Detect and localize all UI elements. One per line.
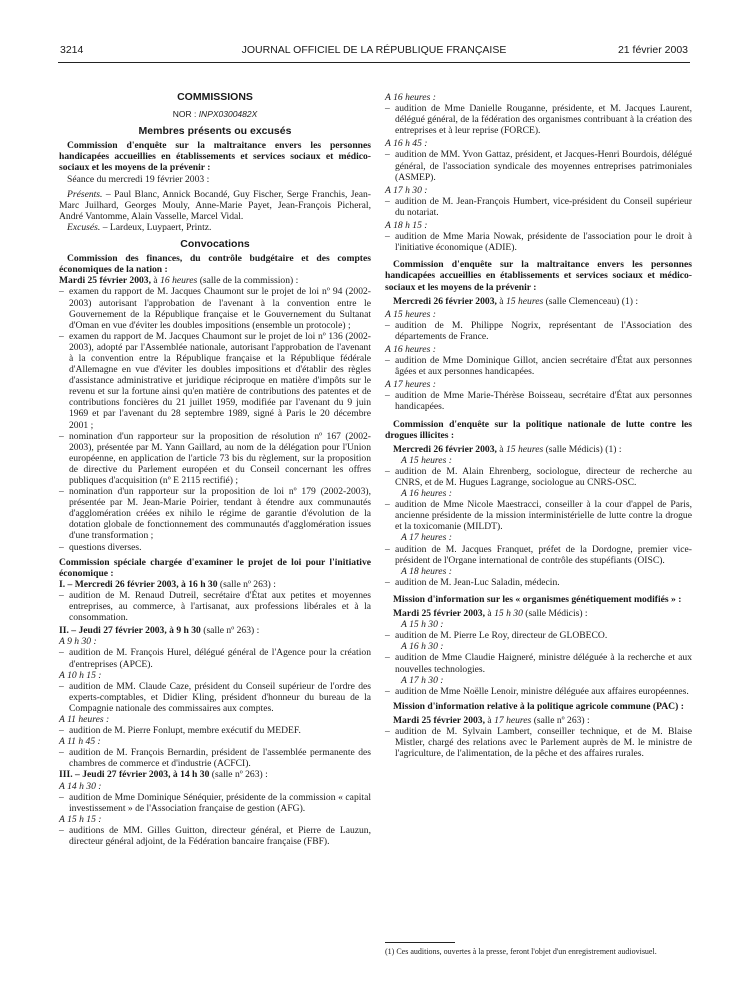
hearing-item: – audition de M. Sylvain Lambert, conseiller technique, et de M. Blaise Mistler, chargé des relations avec le Parlement auprès de M. le ministre de l'agriculture, de l'alimentation, de la pêche et des affaires rurales.: [385, 726, 692, 759]
speciale-session-1: [59, 579, 371, 590]
footnote: (1) Ces auditions, ouvertes à la presse, feront l'objet d'un enregistrement audiovisuel.: [385, 947, 657, 956]
pac-heading: Mission d'information relative à la politique agricole commune (PAC) :: [393, 700, 684, 712]
hearing-item: – audition de Mme Dominique Sénéquier, présidente de la commission « capital investissement » de l'Association française de gestion (AFG).: [59, 792, 371, 814]
section-title: COMMISSIONS: [177, 91, 253, 103]
date-mid: à: [496, 295, 506, 307]
time-slot: A 18 heures :: [401, 565, 452, 577]
date-rest: (salle Médicis) (1) :: [543, 443, 622, 455]
session-room: (salle nº 263) :: [217, 578, 276, 590]
date-time: 17 heures: [494, 714, 532, 726]
maltraitance-date: [385, 296, 692, 307]
presents-label: Présents.: [67, 188, 103, 200]
nor-label: NOR :: [172, 109, 197, 120]
time-slot: A 17 heures :: [401, 532, 452, 544]
drogues-heading: Commission d'enquête sur la politique nationale de lutte contre les drogues illicites :: [385, 418, 692, 441]
finances-date: [59, 275, 371, 286]
time-slot: A 16 h 30 :: [401, 641, 444, 653]
page-number: 3214: [60, 44, 84, 56]
hearing-item: – audition de M. Alain Ehrenberg, sociologue, directeur de recherche au CNRS, et de M. Hugues Lagrange, sociologue au CNRS-OSC.: [385, 466, 692, 488]
nor-line: [59, 109, 371, 120]
hearing-item: – audition de Mme Claudie Haigneré, ministre déléguée à la recherche et aux nouvelles technologies.: [385, 652, 692, 674]
hearing-item: – auditions de MM. Gilles Guitton, directeur général, et Pierre de Lauzun, directeur général adjoint, de la Fédération bancaire française (FBF).: [59, 825, 371, 847]
hearing-item: – audition de M. Pierre Le Roy, directeur de GLOBECO.: [385, 630, 692, 641]
members-heading: Membres présents ou excusés: [138, 125, 292, 138]
excuses-paragraph: [59, 222, 371, 233]
seance-line: Séance du mercredi 19 février 2003 :: [67, 173, 210, 185]
hearing-item: – audition de M. Pierre Fonlupt, membre exécutif du MEDEF.: [59, 725, 371, 736]
drogues-date: [385, 444, 692, 455]
date-time: 16 heures: [160, 275, 198, 287]
date-bold: Mardi 25 février 2003,: [59, 275, 152, 287]
time-slot: A 15 h 30 :: [401, 619, 444, 631]
hearing-item: – audition de M. Jacques Franquet, préfet de la Dordogne, premier vice-président de l'Organe international de contrôle des stupéfiants (OISC).: [385, 544, 692, 566]
session-room: (salle nº 263) :: [200, 625, 260, 637]
finances-item: – nomination d'un rapporteur sur la proposition de résolution nº 167 (2002-2003), présentée par M. Yann Gaillard, au nom de la délégation pour l'Union européenne, en application de l'article 73 bis du règlement, sur la proposition de directive du Parlement européen et du Conseil concernant les offres publiques d'acquisition (nº E 2115 rectifié) ;: [59, 431, 371, 486]
time-slot: A 11 h 45 :: [59, 736, 101, 748]
speciale-session-2: [59, 625, 371, 636]
hearing-item: – audition de MM. Yvon Gattaz, président, et Jacques-Henri Bourdois, délégué général, de l'association syndicale des moyennes entreprises patrimoniales (ASMEP).: [385, 149, 692, 182]
date-time: 15 heures: [505, 295, 544, 307]
date-mid: à: [496, 443, 506, 455]
session-date: I. – Mercredi 26 février 2003, à 16 h 30: [59, 578, 218, 590]
date-time: 15 h 30: [494, 608, 523, 620]
session-date: III. – Jeudi 27 février 2003, à 14 h 30: [59, 769, 210, 781]
speciale-session-3: [59, 769, 371, 780]
date-rest: (salle Clemenceau) (1) :: [543, 295, 639, 307]
time-slot: A 15 heures :: [401, 454, 452, 466]
date-mid: à: [485, 714, 495, 726]
commission-heading: Commission d'enquête sur la maltraitance envers les personnes handicapées accueillies en établissements et services sociaux et médico-sociaux et les moyens de la prévenir :: [59, 140, 371, 174]
hearing-item: – audition de M. Jean-François Humbert, vice-président du Conseil supérieur du notariat.: [385, 196, 692, 218]
time-slot: A 17 heures :: [385, 379, 436, 391]
right-column: [385, 92, 692, 759]
hearing-item: – audition de M. Jean-Luc Saladin, médecin.: [385, 577, 692, 588]
nor-code: INPX0300482X: [198, 109, 258, 120]
date-bold: Mardi 25 février 2003,: [393, 714, 486, 726]
pac-date: [385, 715, 692, 726]
header-rule: [58, 62, 690, 63]
excuses-label: Excusés.: [67, 221, 101, 233]
hearing-item: – audition de Mme Noëlle Lenoir, ministre déléguée aux affaires européennes.: [385, 686, 692, 697]
date-rest: (salle de la commission) :: [197, 275, 299, 287]
date-bold: Mercredi 26 février 2003,: [393, 295, 497, 307]
excuses-text: – Lardeux, Luypaert, Printz.: [100, 221, 212, 233]
time-slot: A 9 h 30 :: [59, 636, 97, 648]
convocations-title: Convocations: [180, 238, 250, 251]
finances-item: – examen du rapport de M. Jacques Chaumont sur le projet de loi nº 94 (2002-2003) autorisant l'approbation de l'avenant à la convention entre le Gouvernement de la République française et le Gouvernement du Sultanat d'Oman en vue d'éviter les doubles impositions (ensemble un protocole) ;: [59, 286, 371, 330]
ogm-heading: Mission d'information sur les « organismes génétiquement modifiés » :: [393, 593, 682, 605]
date-bold: Mardi 25 février 2003,: [393, 608, 486, 620]
date-mid: à: [151, 275, 161, 287]
time-slot: A 11 heures :: [59, 713, 110, 725]
hearing-item: – audition de Mme Dominique Gillot, ancien secrétaire d'État aux personnes âgées et aux personnes handicapées.: [385, 355, 692, 377]
hearing-item: – audition de Mme Maria Nowak, présidente de l'association pour le droit à l'initiative économique (ADIE).: [385, 231, 692, 253]
time-slot: A 18 h 15 :: [385, 220, 428, 232]
ogm-date: [385, 608, 692, 619]
issue-date: 21 février 2003: [617, 44, 688, 56]
session-room: (salle nº 263) :: [209, 769, 268, 781]
hearing-item: – audition de M. François Bernardin, président de l'assemblée permanente des chambres de commerce et d'industrie (ACFCI).: [59, 747, 371, 769]
time-slot: A 16 heures :: [385, 92, 436, 103]
maltraitance-heading: Commission d'enquête sur la maltraitance envers les personnes handicapées accueillies en établissements et services sociaux et médico-sociaux et les moyens de la prévenir :: [385, 259, 692, 293]
hearing-item: – audition de MM. Claude Caze, président du Conseil supérieur de l'ordre des experts-comptables, et Didier Kling, président d'honneur du bureau de la Compagnie nationale des commissaires aux comptes.: [59, 681, 371, 714]
date-time: 15 heures: [505, 443, 544, 455]
time-slot: A 14 h 30 :: [59, 780, 102, 792]
date-bold: Mercredi 26 février 2003,: [393, 443, 497, 455]
left-column: [59, 92, 371, 847]
finances-item: – examen du rapport de M. Jacques Chaumont sur le projet de loi nº 136 (2002-2003), adopté par l'Assemblée nationale, autorisant l'approbation de l'avenant à la convention entre la République française et la République fédérale d'Allemagne en vue d'éviter les doubles impositions et d'établir des règles d'assistance administrative et juridique réciproque en matière d'impôts sur le revenu et sur la fortune ainsi qu'en matière de contributions des patentes et de contributions foncières du 21 juillet 1959, modifiée par l'avenant du 9 juin 1969 et par l'avenant du 28 septembre 1989, signé à Paris le 20 décembre 2001 ;: [59, 331, 371, 431]
journal-title: JOURNAL OFFICIEL DE LA RÉPUBLIQUE FRANÇAISE: [241, 44, 507, 56]
presents-text: – Paul Blanc, Annick Bocandé, Guy Fischer, Serge Franchis, Jean-Marc Juilhard, Georges Mouly, Anne-Marie Payet, Jean-François Picheral, André Vantomme, Alain Vasselle, Marcel Vidal.: [59, 188, 371, 222]
finances-item: – questions diverses.: [59, 542, 371, 553]
speciale-item: – audition de M. Renaud Dutreil, secrétaire d'État aux petites et moyennes entreprises, au commerce, à l'artisanat, aux professions libérales et à la consommation.: [59, 590, 371, 623]
time-slot: A 16 heures :: [401, 488, 452, 500]
time-slot: A 16 heures :: [385, 343, 436, 355]
time-slot: A 10 h 15 :: [59, 669, 102, 681]
hearing-item: – audition de Mme Danielle Rouganne, présidente, et M. Jacques Laurent, délégué général, de la fédération des organismes contribuant à la création des entreprises et à leur reprise (FORCE).: [385, 103, 692, 136]
footnote-rule: [385, 942, 455, 943]
time-slot: A 17 h 30 :: [401, 674, 444, 686]
date-mid: à: [485, 608, 495, 620]
hearing-item: – audition de Mme Marie-Thérèse Boisseau, secrétaire d'État aux personnes handicapées.: [385, 390, 692, 412]
finances-heading: Commission des finances, du contrôle budgétaire et des comptes économiques de la nation :: [59, 253, 371, 276]
hearing-item: – audition de M. François Hurel, délégué général de l'Agence pour la création d'entreprises (APCE).: [59, 647, 371, 669]
time-slot: A 17 h 30 :: [385, 184, 428, 196]
time-slot: A 15 heures :: [385, 308, 436, 320]
time-slot: A 16 h 45 :: [385, 138, 428, 150]
session-date: II. – Jeudi 27 février 2003, à 9 h 30: [59, 625, 201, 637]
hearing-item: – audition de Mme Nicole Maestracci, conseiller à la cour d'appel de Paris, ancienne présidente de la mission interministérielle de lutte contre la drogue et la toxicomanie (MILDT).: [385, 499, 692, 532]
date-rest: (salle nº 263) :: [531, 714, 590, 726]
hearing-item: – audition de M. Philippe Nogrix, représentant de l'Association des départements de France.: [385, 320, 692, 342]
time-slot: A 15 h 15 :: [59, 813, 102, 825]
presents-paragraph: [59, 189, 371, 222]
date-rest: (salle Médicis) :: [522, 608, 588, 620]
speciale-heading: Commission spéciale chargée d'examiner le projet de loi pour l'initiative économique :: [59, 556, 371, 579]
finances-item: – nomination d'un rapporteur sur la proposition de loi nº 179 (2002-2003), présentée par M. Jean-Marie Poirier, tendant à étendre aux communautés d'agglomération créées ex nihilo le régime de garantie d'évolution de la dotation globale de fonctionnement des communautés d'agglomération issues d'une transformation ;: [59, 486, 371, 541]
